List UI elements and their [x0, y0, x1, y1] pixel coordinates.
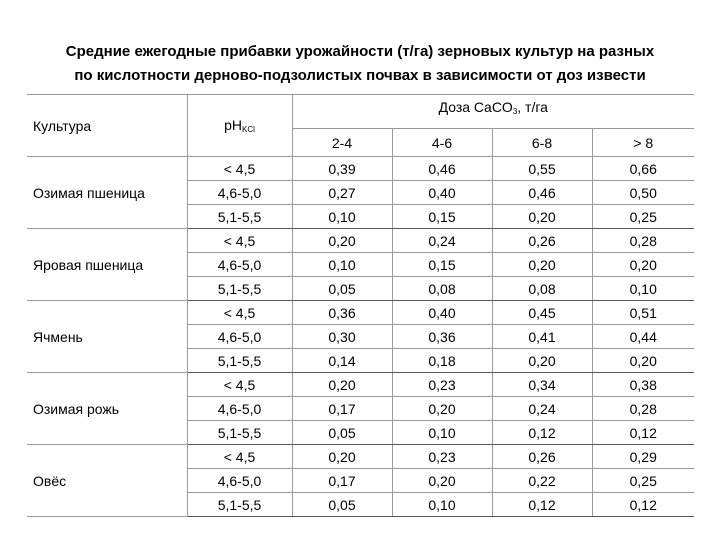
- value-cell: 0,36: [292, 301, 392, 325]
- value-cell: 0,24: [392, 229, 492, 253]
- value-cell: 0,20: [292, 445, 392, 469]
- value-cell: 0,20: [492, 205, 592, 229]
- value-cell: 0,20: [492, 349, 592, 373]
- header-dose-prefix: Доза CaCO: [438, 99, 513, 115]
- header-crop: Культура: [27, 95, 187, 157]
- table-body: [27, 157, 694, 517]
- value-cell: 0,12: [492, 421, 592, 445]
- value-cell: 0,15: [392, 205, 492, 229]
- value-cell: 0,25: [592, 205, 694, 229]
- value-cell: 0,26: [492, 229, 592, 253]
- header-dose-col-1: 2-4: [292, 129, 392, 157]
- value-cell: 0,27: [292, 181, 392, 205]
- value-cell: 0,23: [392, 373, 492, 397]
- value-cell: 0,05: [292, 421, 392, 445]
- value-cell: 0,30: [292, 325, 392, 349]
- crop-cell: Озимая рожь: [27, 373, 187, 445]
- value-cell: 0,40: [392, 301, 492, 325]
- value-cell: 0,45: [492, 301, 592, 325]
- value-cell: 0,46: [492, 181, 592, 205]
- ph-cell: < 4,5: [187, 301, 292, 325]
- value-cell: 0,05: [292, 277, 392, 301]
- ph-cell: 5,1-5,5: [187, 277, 292, 301]
- ph-cell: 4,6-5,0: [187, 325, 292, 349]
- value-cell: 0,12: [592, 493, 694, 517]
- value-cell: 0,28: [592, 229, 694, 253]
- value-cell: 0,46: [392, 157, 492, 181]
- value-cell: 0,20: [592, 349, 694, 373]
- value-cell: 0,15: [392, 253, 492, 277]
- value-cell: 0,20: [392, 469, 492, 493]
- ph-cell: < 4,5: [187, 157, 292, 181]
- value-cell: 0,51: [592, 301, 694, 325]
- value-cell: 0,34: [492, 373, 592, 397]
- value-cell: 0,08: [492, 277, 592, 301]
- value-cell: 0,36: [392, 325, 492, 349]
- value-cell: 0,66: [592, 157, 694, 181]
- value-cell: 0,12: [592, 421, 694, 445]
- header-ph-sub: KCl: [242, 125, 255, 134]
- value-cell: 0,14: [292, 349, 392, 373]
- value-cell: 0,05: [292, 493, 392, 517]
- value-cell: 0,18: [392, 349, 492, 373]
- crop-cell: Озимая пшеница: [27, 157, 187, 229]
- crop-cell: Ячмень: [27, 301, 187, 373]
- value-cell: 0,55: [492, 157, 592, 181]
- header-dose-suffix: , т/га: [517, 99, 548, 115]
- ph-cell: 5,1-5,5: [187, 349, 292, 373]
- ph-cell: 4,6-5,0: [187, 469, 292, 493]
- title-line-1: Средние ежегодные прибавки урожайности (т/га) зерновых культур на разных: [65, 43, 655, 60]
- value-cell: 0,08: [392, 277, 492, 301]
- value-cell: 0,39: [292, 157, 392, 181]
- ph-cell: < 4,5: [187, 229, 292, 253]
- header-ph-main: pH: [224, 117, 242, 133]
- value-cell: 0,20: [492, 253, 592, 277]
- value-cell: 0,12: [492, 493, 592, 517]
- value-cell: 0,17: [292, 469, 392, 493]
- value-cell: 0,28: [592, 397, 694, 421]
- lime-yield-table: [27, 94, 694, 517]
- value-cell: 0,10: [292, 205, 392, 229]
- crop-cell: Яровая пшеница: [27, 229, 187, 301]
- table-row: [27, 445, 694, 469]
- value-cell: 0,10: [392, 493, 492, 517]
- page-title: [20, 40, 700, 88]
- header-dose-col-3: 6-8: [492, 129, 592, 157]
- value-cell: 0,50: [592, 181, 694, 205]
- ph-cell: 5,1-5,5: [187, 205, 292, 229]
- table-row: [27, 301, 694, 325]
- value-cell: 0,24: [492, 397, 592, 421]
- value-cell: 0,20: [392, 397, 492, 421]
- ph-cell: 5,1-5,5: [187, 493, 292, 517]
- table-row: [27, 373, 694, 397]
- ph-cell: 4,6-5,0: [187, 253, 292, 277]
- value-cell: 0,20: [292, 229, 392, 253]
- header-dose-sub: 3: [512, 107, 518, 116]
- value-cell: 0,44: [592, 325, 694, 349]
- title-line-2: по кислотности дерново-подзолистых почвах в зависимости от доз извести: [74, 67, 646, 84]
- value-cell: 0,29: [592, 445, 694, 469]
- table-row: [27, 157, 694, 181]
- table-row: [27, 229, 694, 253]
- ph-cell: 5,1-5,5: [187, 421, 292, 445]
- value-cell: 0,38: [592, 373, 694, 397]
- header-ph: [187, 95, 292, 157]
- value-cell: 0,26: [492, 445, 592, 469]
- value-cell: 0,10: [292, 253, 392, 277]
- ph-cell: 4,6-5,0: [187, 397, 292, 421]
- ph-cell: < 4,5: [187, 445, 292, 469]
- value-cell: 0,25: [592, 469, 694, 493]
- header-dose: [292, 95, 694, 129]
- value-cell: 0,40: [392, 181, 492, 205]
- ph-cell: 4,6-5,0: [187, 181, 292, 205]
- value-cell: 0,17: [292, 397, 392, 421]
- value-cell: 0,23: [392, 445, 492, 469]
- value-cell: 0,10: [592, 277, 694, 301]
- value-cell: 0,22: [492, 469, 592, 493]
- value-cell: 0,20: [592, 253, 694, 277]
- header-dose-col-4: > 8: [592, 129, 694, 157]
- header-dose-col-2: 4-6: [392, 129, 492, 157]
- value-cell: 0,20: [292, 373, 392, 397]
- value-cell: 0,41: [492, 325, 592, 349]
- ph-cell: < 4,5: [187, 373, 292, 397]
- crop-cell: Овёс: [27, 445, 187, 517]
- value-cell: 0,10: [392, 421, 492, 445]
